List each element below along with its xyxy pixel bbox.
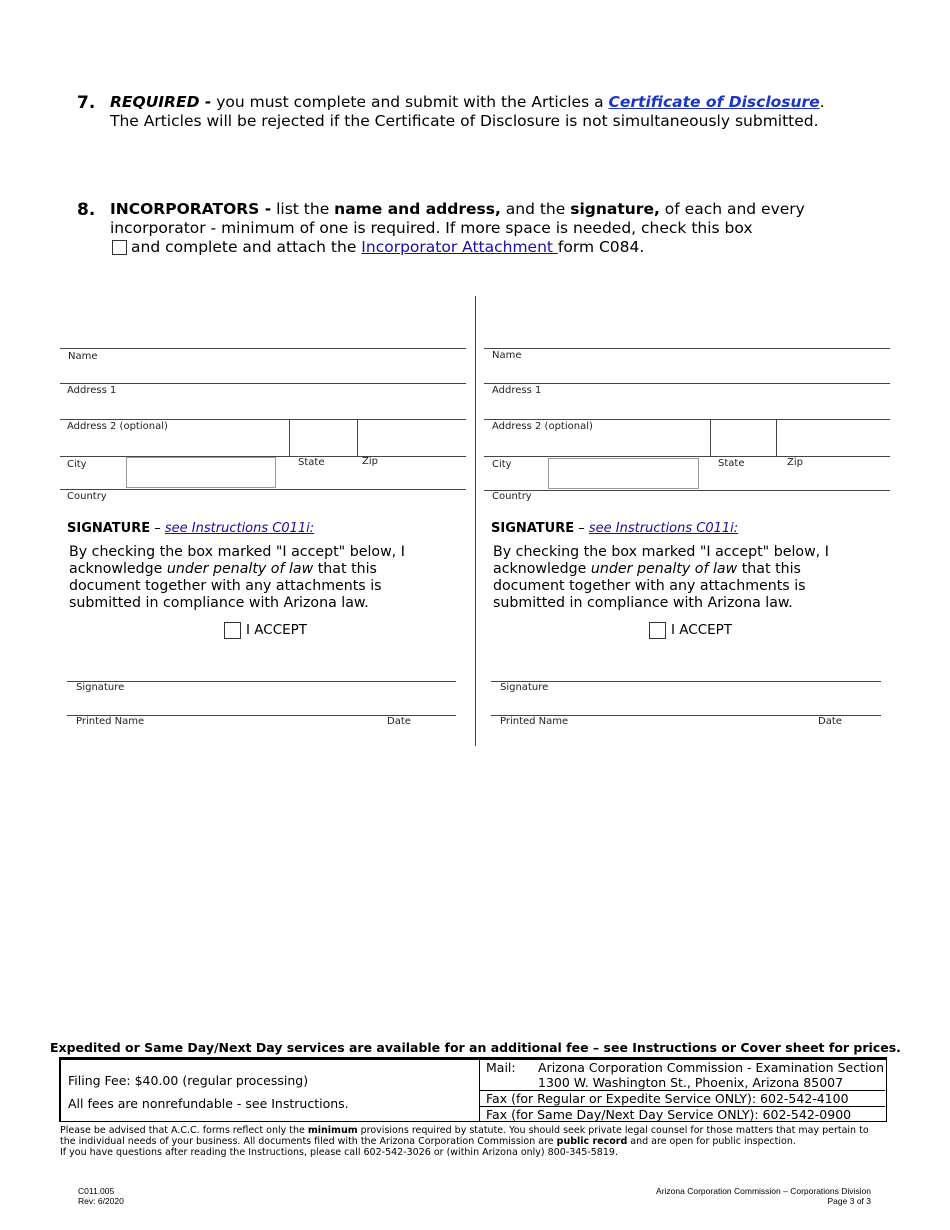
signature-label: Signature (76, 682, 125, 693)
fee-table-divider (479, 1060, 480, 1122)
instructions-link[interactable]: see Instructions C011i: (164, 521, 315, 536)
i-accept-checkbox[interactable] (224, 622, 241, 639)
mail-label: Mail: (486, 1060, 516, 1075)
country-line (484, 490, 890, 491)
item-8-t3: of each and every (659, 200, 805, 218)
item-7-number: 7. (77, 93, 96, 113)
printed-name-label: Printed Name (76, 716, 145, 727)
address1-line (60, 383, 466, 384)
item-8-t2: and the (500, 200, 571, 218)
country-label: Country (492, 491, 532, 502)
city-line (484, 456, 890, 457)
ack-italic: under penalty of law (166, 561, 314, 577)
note-f: If you have questions after reading the Instructions, please call 602-542-3026 or (within Arizona only) 800-345-5819. (60, 1147, 618, 1158)
ack-italic: under penalty of law (590, 561, 738, 577)
item-8-line3-a: and complete and attach the (131, 238, 362, 256)
nonrefundable-note: All fees are nonrefundable - see Instructions. (68, 1096, 349, 1111)
state-label: State (718, 458, 745, 469)
i-accept-label: I ACCEPT (246, 622, 308, 638)
signature-heading (491, 521, 738, 536)
ack-b: that this document together with any attachments is submitted in compliance with Arizona law. (493, 561, 806, 611)
incorporators-heading: INCORPORATORS - (110, 200, 272, 218)
printed-name-label: Printed Name (500, 716, 569, 727)
signature-line (67, 681, 456, 682)
zip-divider (776, 419, 777, 456)
incorporator-attachment-link[interactable]: Incorporator Attachment (361, 238, 558, 256)
address1-label: Address 1 (67, 385, 117, 396)
signature-heading-text: SIGNATURE (67, 521, 151, 536)
i-accept-checkbox[interactable] (649, 622, 666, 639)
note-a: Please be advised that A.C.C. forms reflect only the (60, 1125, 308, 1136)
item-8-t1: list the (271, 200, 335, 218)
item-7-period: . (819, 93, 825, 111)
item-8-line3-b: form C084. (557, 238, 645, 256)
zip-label: Zip (787, 457, 803, 468)
mail-line1: Arizona Corporation Commission - Examination Section (538, 1060, 885, 1075)
date-label: Date (387, 716, 411, 727)
signature-heading-text: SIGNATURE (491, 521, 575, 536)
city-label: City (492, 459, 512, 470)
more-space-checkbox[interactable] (112, 240, 127, 255)
legal-note (60, 1125, 900, 1158)
item-7-text-a: you must complete and submit with the Articles a (211, 93, 609, 111)
ack-b: that this document together with any attachments is submitted in compliance with Arizona law. (69, 561, 382, 611)
city-input[interactable] (126, 457, 276, 488)
mail-line2: 1300 W. Washington St., Phoenix, Arizona 85007 (538, 1075, 844, 1090)
name-line (60, 348, 466, 349)
name-label: Name (492, 350, 522, 361)
date-label: Date (818, 716, 842, 727)
page-number: Page 3 of 3 (827, 1196, 871, 1206)
address2-label: Address 2 (optional) (492, 421, 593, 432)
agency-name: Arizona Corporation Commission – Corporations Division (656, 1186, 871, 1196)
zip-label: Zip (362, 456, 378, 467)
note-d: the individual needs of your business. All documents filed with the Arizona Corporation Commission are (60, 1136, 557, 1147)
address2-label: Address 2 (optional) (67, 421, 168, 432)
item-8-b2: signature, (570, 200, 660, 218)
state-label: State (298, 457, 325, 468)
ack-a: By checking the box marked "I accept" below, I acknowledge (493, 544, 829, 577)
address1-label: Address 1 (492, 385, 542, 396)
i-accept-label: I ACCEPT (671, 622, 733, 638)
note-public-record: public record (556, 1136, 628, 1147)
country-label: Country (67, 491, 107, 502)
expedited-notice: Expedited or Same Day/Next Day services are available for an additional fee – see Instructions or Cover sheet for prices. (50, 1040, 901, 1055)
name-line (484, 348, 890, 349)
item-8-line2: incorporator - minimum of one is required. If more space is needed, check this box (110, 219, 753, 237)
fax-same-day: Fax (for Same Day/Next Day Service ONLY): 602-542-0900 (486, 1107, 852, 1122)
note-c: provisions required by statute. You should seek private legal counsel for those matters that may pertain to (357, 1125, 869, 1136)
note-minimum: minimum (307, 1125, 358, 1136)
signature-heading (67, 521, 314, 536)
item-8-b1: name and address, (334, 200, 501, 218)
certificate-of-disclosure-link[interactable]: Certificate of Disclosure (608, 93, 820, 111)
form-code: C011.005 (78, 1186, 115, 1196)
country-line (60, 489, 466, 490)
acknowledgement-text (493, 544, 863, 612)
state-divider (289, 419, 290, 456)
state-divider (710, 419, 711, 456)
acknowledgement-text (69, 544, 439, 612)
signature-label: Signature (500, 682, 549, 693)
item-7-text (110, 93, 890, 131)
address2-line (484, 419, 890, 420)
item-8-number: 8. (77, 200, 96, 220)
name-label: Name (68, 351, 98, 362)
required-label: REQUIRED - (110, 93, 212, 111)
ack-a: By checking the box marked "I accept" below, I acknowledge (69, 544, 405, 577)
instructions-link[interactable]: see Instructions C011i: (588, 521, 739, 536)
zip-divider (357, 419, 358, 456)
signature-dash: – (574, 521, 589, 536)
note-e: and are open for public inspection. (627, 1136, 796, 1147)
revision: Rev: 6/2020 (78, 1196, 124, 1206)
fee-table (59, 1057, 887, 1122)
city-label: City (67, 459, 87, 470)
city-input[interactable] (548, 458, 699, 489)
column-divider (475, 296, 476, 746)
filing-fee: Filing Fee: $40.00 (regular processing) (68, 1073, 309, 1088)
signature-dash: – (150, 521, 165, 536)
address2-line (60, 419, 466, 420)
item-8-text (110, 200, 890, 257)
item-7-line2: The Articles will be rejected if the Certificate of Disclosure is not simultaneously submitted. (110, 112, 819, 130)
signature-line (491, 681, 881, 682)
address1-line (484, 383, 890, 384)
fax-regular: Fax (for Regular or Expedite Service ONLY): 602-542-4100 (486, 1091, 849, 1106)
